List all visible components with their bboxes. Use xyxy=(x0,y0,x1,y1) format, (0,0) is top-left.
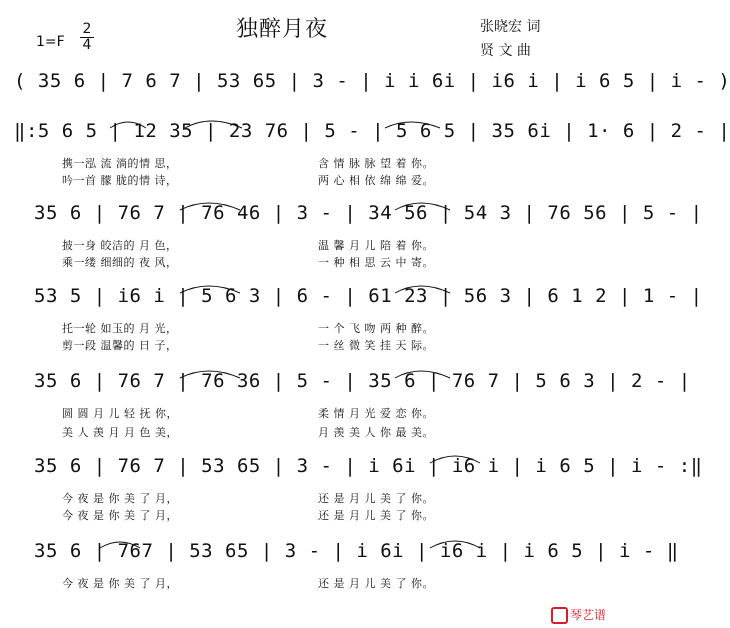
lyric-row-2-verse-1-a: 披一身 皎洁的 月 色， xyxy=(62,239,178,252)
lyric-row-6-b: 还 是 月 儿 美 了 你。 xyxy=(318,577,434,590)
lyric-row-1-verse-1-b: 含 情 脉 脉 望 着 你。 xyxy=(318,157,434,170)
lyric-row-3-verse-1-b: 一 个 飞 吻 两 种 醉。 xyxy=(318,322,434,335)
melody-row-5 xyxy=(0,455,703,485)
key-signature: 1=F xyxy=(36,34,65,50)
melody-row-3-notation: 53 5 | i6 i | 5 6 3 | 6 - | 61 23 | 56 3 | 6 1 2 | 1 - | xyxy=(34,285,703,307)
melody-row-4 xyxy=(0,370,691,400)
lyric-row-2-verse-2-b: 一 种 相 思 云 中 寄。 xyxy=(318,256,434,269)
lyric-row-5-verse-2-a: 今 夜 是 你 美 了 月， xyxy=(62,509,178,522)
melody-row-3 xyxy=(0,285,703,315)
lyric-row-2-verse-2-a: 乘一缕 细细的 夜 风， xyxy=(62,256,178,269)
melody-row-1-notation: ‖:5 6 5 | 12 35 | 23 76 | 5 - | 5 6 5 | 35 6i | 1· 6 | 2 - | xyxy=(14,120,730,142)
song-title: 独醉月夜 xyxy=(236,17,329,42)
watermark-logo xyxy=(551,606,606,624)
lyric-row-3-verse-2-b: 一 丝 微 笑 挂 天 际。 xyxy=(318,339,434,352)
watermark-text: 琴艺谱 xyxy=(569,608,606,622)
time-signature-top: 2 xyxy=(82,21,92,37)
composer-credit: 贤 文 曲 xyxy=(480,43,531,59)
melody-row-2 xyxy=(0,202,703,232)
melody-row-2-notation: 35 6 | 76 7 | 76 46 | 3 - | 34 56 | 54 3 | 76 56 | 5 - | xyxy=(34,202,703,224)
lyricist-credit: 张晓宏 词 xyxy=(480,19,541,35)
lyric-row-5-verse-2-b: 还 是 月 儿 美 了 你。 xyxy=(318,509,434,522)
lyric-row-3-verse-1-a: 托一轮 如玉的 月 光， xyxy=(62,322,178,335)
lyric-row-1-verse-2-a: 吟一首 朦 胧的情 诗， xyxy=(62,174,178,187)
melody-row-6-notation: 35 6 | 767 | 53 65 | 3 - | i 6i | i6 i | i 6 5 | i - ‖ xyxy=(34,540,679,562)
lyric-row-4-verse-1-a: 圆 圆 月 儿 轻 抚 你， xyxy=(62,407,178,420)
lyric-row-3-verse-2-a: 剪一段 温馨的 日 子， xyxy=(62,339,178,352)
intro-notation: ( 35 6 | 7 6 7 | 53 65 | 3 - | i i 6i | i6 i | i 6 5 | i - ) xyxy=(14,70,730,92)
intro-line xyxy=(0,70,730,100)
lyric-row-1-verse-1-a: 携一泓 流 淌的情 思， xyxy=(62,157,178,170)
melody-row-4-notation: 35 6 | 76 7 | 76 36 | 5 - | 35 6 | 76 7 | 5 6 3 | 2 - | xyxy=(34,370,691,392)
lyric-row-4-verse-1-b: 柔 情 月 光 爱 恋 你。 xyxy=(318,407,434,420)
melody-row-6 xyxy=(0,540,679,570)
lyric-row-4-verse-2-a: 美 人 羡 月 月 色 美， xyxy=(62,426,178,439)
time-signature xyxy=(80,22,94,53)
lyric-row-5-verse-1-a: 今 夜 是 你 美 了 月， xyxy=(62,492,178,505)
logo-icon xyxy=(551,607,568,624)
lyric-row-6-a: 今 夜 是 你 美 了 月， xyxy=(62,577,178,590)
lyric-row-5-verse-1-b: 还 是 月 儿 美 了 你。 xyxy=(318,492,434,505)
lyric-row-1-verse-2-b: 两 心 相 依 绵 绵 爱。 xyxy=(318,174,434,187)
melody-row-5-notation: 35 6 | 76 7 | 53 65 | 3 - | i 6i | i6 i | i 6 5 | i - :‖ xyxy=(34,455,703,477)
time-signature-bottom: 4 xyxy=(80,37,94,53)
melody-row-1 xyxy=(0,120,730,150)
lyric-row-4-verse-2-b: 月 羡 美 人 你 最 美。 xyxy=(318,426,434,439)
lyric-row-2-verse-1-b: 温 馨 月 儿 陪 着 你。 xyxy=(318,239,434,252)
